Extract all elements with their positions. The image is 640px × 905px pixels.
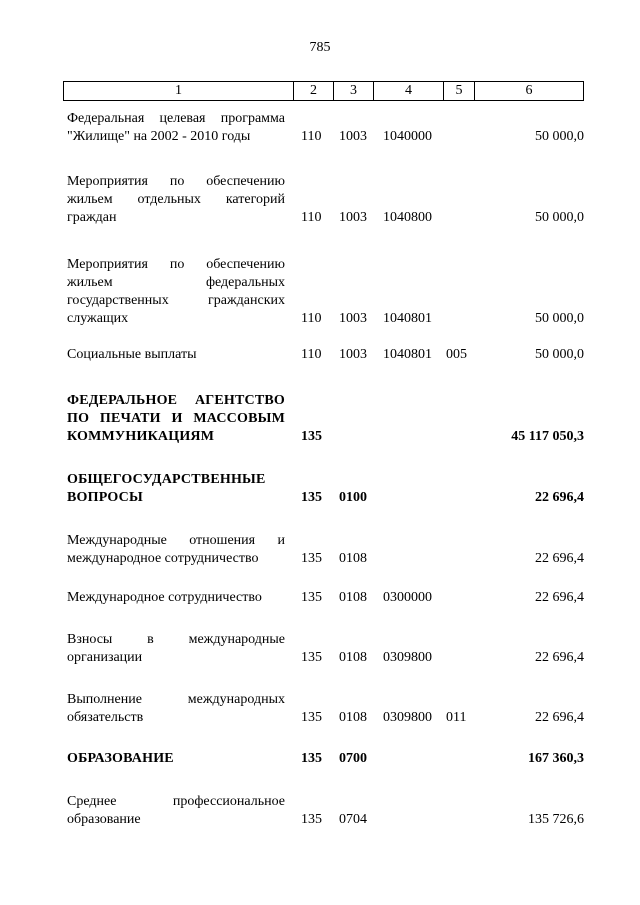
row-amount: 50 000,0 (535, 347, 584, 362)
header-col-3: 3 (334, 82, 374, 100)
row-description: Федеральная целевая программа "Жилище" на 2002 - 2010 годы (67, 111, 285, 144)
row-amount: 22 696,4 (535, 590, 584, 605)
row-code-col4: 1040000 (383, 129, 432, 144)
row-description: Международные отношения и международное сотрудничество (67, 533, 285, 566)
row-amount: 50 000,0 (535, 129, 584, 144)
row-code-col3: 0108 (339, 650, 367, 665)
row-description: Взносы в международные организации (67, 632, 285, 665)
row-code-col4: 1040801 (383, 311, 432, 326)
row-amount: 22 696,4 (535, 551, 584, 566)
row-amount: 22 696,4 (535, 650, 584, 665)
row-code-col4: 0309800 (383, 650, 432, 665)
row-amount: 167 360,3 (528, 751, 584, 766)
row-description: ФЕДЕРАЛЬНОЕ АГЕНТСТВО ПО ПЕЧАТИ И МАССОВЫМ КОММУНИКАЦИЯМ (67, 393, 285, 444)
row-code-col3: 0108 (339, 590, 367, 605)
row-code-col2: 110 (301, 347, 322, 362)
table-row (0, 256, 640, 328)
row-code-col2: 135 (301, 812, 322, 827)
table-row (0, 532, 640, 568)
row-amount: 22 696,4 (535, 710, 584, 725)
row-code-col3: 0108 (339, 551, 367, 566)
row-code-col3: 1003 (339, 129, 367, 144)
table-row (0, 631, 640, 667)
row-code-col2: 135 (301, 710, 322, 725)
row-code-col3: 1003 (339, 311, 367, 326)
header-col-1: 1 (64, 82, 294, 100)
row-description: Международное сотрудничество (67, 590, 262, 605)
row-code-col3: 0108 (339, 710, 367, 725)
table-row (0, 173, 640, 227)
table-row (0, 110, 640, 146)
row-code-col2: 110 (301, 210, 322, 225)
row-code-col2: 135 (301, 751, 322, 766)
row-description: Мероприятия по обеспечению жильем федеральных государственных гражданских служащих (67, 257, 285, 326)
row-code-col2: 135 (301, 490, 322, 505)
row-code-col2: 135 (301, 429, 322, 444)
row-code-col5: 005 (446, 347, 467, 362)
row-code-col4: 1040801 (383, 347, 432, 362)
row-description: Мероприятия по обеспечению жильем отдельных категорий граждан (67, 174, 285, 225)
row-code-col2: 110 (301, 129, 322, 144)
header-col-4: 4 (374, 82, 444, 100)
page-number: 785 (309, 40, 331, 55)
row-code-col2: 135 (301, 551, 322, 566)
row-code-col4: 1040800 (383, 210, 432, 225)
row-code-col5: 011 (446, 710, 467, 725)
row-description: ОБРАЗОВАНИЕ (67, 751, 174, 766)
table-row (0, 691, 640, 727)
row-code-col2: 135 (301, 590, 322, 605)
row-description: Социальные выплаты (67, 347, 197, 362)
row-code-col3: 0700 (339, 751, 367, 766)
row-code-col2: 110 (301, 311, 322, 326)
table-row (0, 346, 640, 364)
table-row (0, 471, 640, 507)
row-code-col2: 135 (301, 650, 322, 665)
row-amount: 50 000,0 (535, 210, 584, 225)
table-row (0, 750, 640, 768)
row-amount: 135 726,6 (528, 812, 584, 827)
row-code-col3: 0704 (339, 812, 367, 827)
header-col-5: 5 (444, 82, 475, 100)
row-code-col4: 0309800 (383, 710, 432, 725)
header-col-6: 6 (525, 83, 533, 98)
row-description: Выполнение международных обязательств (67, 692, 285, 725)
row-amount: 22 696,4 (535, 490, 584, 505)
table-row (0, 793, 640, 829)
row-code-col3: 0100 (339, 490, 367, 505)
row-code-col3: 1003 (339, 347, 367, 362)
table-row (0, 392, 640, 446)
row-description: ОБЩЕГОСУДАРСТВЕННЫЕ ВОПРОСЫ (67, 472, 266, 505)
row-amount: 45 117 050,3 (511, 429, 584, 444)
row-code-col3: 1003 (339, 210, 367, 225)
header-col-2: 2 (294, 82, 334, 100)
row-amount: 50 000,0 (535, 311, 584, 326)
row-code-col4: 0300000 (383, 590, 432, 605)
table-header (63, 81, 584, 101)
row-description: Среднее профессиональное образование (67, 794, 285, 827)
table-row (0, 589, 640, 607)
